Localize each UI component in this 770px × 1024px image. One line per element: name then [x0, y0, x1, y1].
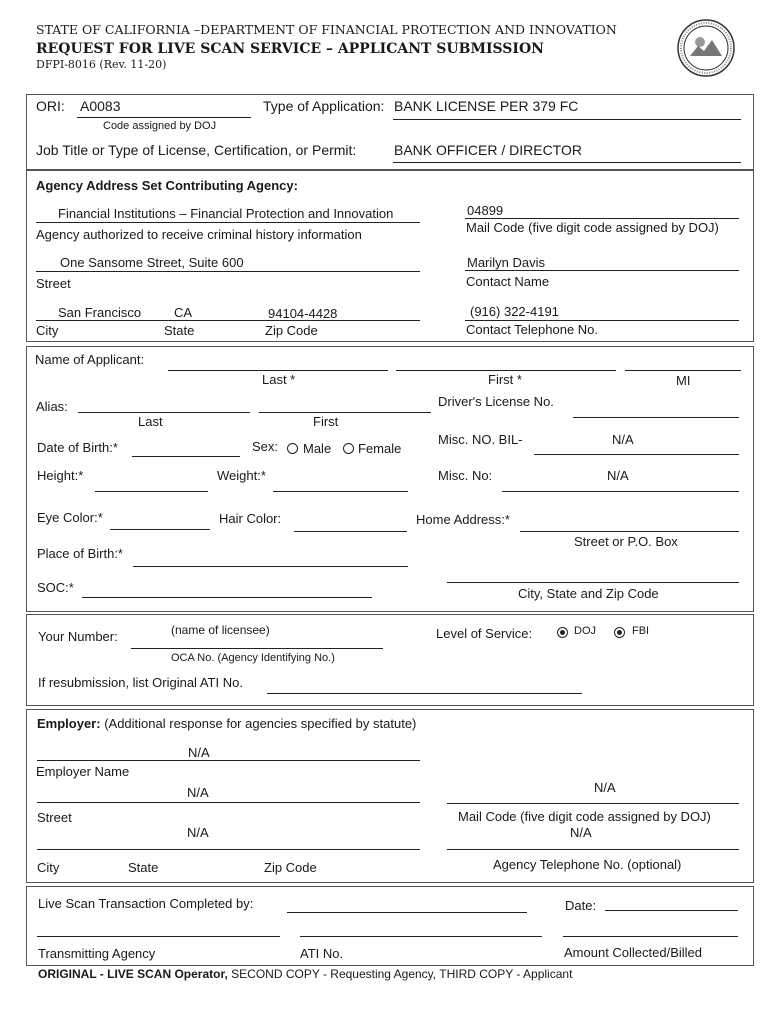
employer-phone-caption: Agency Telephone No. (optional)	[493, 857, 682, 872]
transmitting-agency-caption: Transmitting Agency	[38, 946, 156, 961]
employer-street-caption: Street	[37, 810, 72, 825]
agency-street-caption: Street	[36, 276, 71, 291]
employer-heading	[37, 717, 416, 730]
female-label: Female	[358, 441, 402, 456]
employer-street-value[interactable]: N/A	[187, 785, 209, 800]
alias-last-caption: Last	[138, 414, 163, 429]
date-label: Date:	[565, 898, 597, 913]
state-seal-icon	[676, 18, 736, 78]
alias-last-field[interactable]	[78, 412, 250, 413]
agency-street-value[interactable]: One Sansome Street, Suite 600	[60, 255, 244, 270]
first-name-field[interactable]	[396, 370, 616, 371]
contact-phone-line	[465, 320, 739, 321]
soc-field[interactable]	[82, 597, 372, 598]
ori-caption: Code assigned by DOJ	[103, 120, 217, 132]
agency-csz-line	[36, 320, 420, 321]
zip-caption: Zip Code	[265, 323, 318, 338]
agency-zip-value[interactable]: 94104-4428	[268, 306, 338, 321]
dob-field[interactable]	[132, 456, 240, 457]
state-caption: State	[164, 323, 195, 338]
home-street-field[interactable]	[520, 531, 739, 532]
doj-radio[interactable]	[557, 627, 568, 638]
employer-mail-line	[447, 803, 739, 804]
dob-label: Date of Birth:*	[37, 440, 118, 455]
form-number: DFPI-8016 (Rev. 11-20)	[36, 58, 167, 71]
doj-label: DOJ	[574, 625, 596, 637]
street-pobox-caption: Street or P.O. Box	[574, 534, 678, 549]
male-label: Male	[303, 441, 332, 456]
misc-no-value[interactable]: N/A	[607, 468, 629, 483]
ati-no-field[interactable]	[300, 936, 542, 937]
contact-name-line	[465, 270, 739, 271]
home-csz-field[interactable]	[447, 582, 739, 583]
amount-caption: Amount Collected/Billed	[564, 945, 703, 960]
contact-name-caption: Contact Name	[466, 274, 550, 289]
your-number-label: Your Number:	[38, 629, 118, 644]
applicant-name-label: Name of Applicant:	[35, 352, 145, 367]
employer-zip-caption: Zip Code	[264, 860, 317, 875]
drivers-license-field[interactable]	[573, 417, 739, 418]
amount-field[interactable]	[563, 936, 738, 937]
last-caption: Last *	[262, 372, 296, 387]
last-name-field[interactable]	[168, 370, 388, 371]
misc-no-line	[502, 491, 739, 492]
alias-label: Alias:	[36, 399, 68, 414]
level-service-label: Level of Service:	[436, 626, 533, 641]
completed-by-label: Live Scan Transaction Completed by:	[38, 896, 254, 911]
ori-value[interactable]: A0083	[80, 98, 121, 114]
copy-distribution-note	[38, 968, 572, 980]
place-of-birth-field[interactable]	[133, 566, 408, 567]
agency-heading: STATE OF CALIFORNIA –DEPARTMENT OF FINANCIAL PROTECTION AND INNOVATION	[36, 22, 617, 37]
oca-caption: OCA No. (Agency Identifying No.)	[171, 652, 335, 664]
type-line	[393, 119, 741, 120]
hair-color-label: Hair Color:	[219, 511, 282, 526]
drivers-license-label: Driver's License No.	[438, 394, 554, 409]
misc-bil-value[interactable]: N/A	[612, 432, 634, 447]
mail-code-value[interactable]: 04899	[467, 203, 504, 218]
employer-note: (Additional response for agencies specified by statute)	[104, 716, 417, 731]
completed-by-field[interactable]	[287, 912, 527, 913]
home-address-label: Home Address:*	[416, 512, 510, 527]
first-caption: First *	[488, 372, 522, 387]
employer-csz-line	[37, 849, 420, 850]
agency-city-value[interactable]: San Francisco	[58, 305, 142, 320]
mi-caption: MI	[676, 373, 691, 388]
contact-phone-caption: Contact Telephone No.	[466, 322, 599, 337]
agency-state-value[interactable]: CA	[174, 305, 193, 320]
employer-mail-value[interactable]: N/A	[594, 780, 616, 795]
contact-name-value[interactable]: Marilyn Davis	[467, 255, 546, 270]
eye-color-label: Eye Color:*	[37, 510, 103, 525]
job-value[interactable]: BANK OFFICER / DIRECTOR	[394, 142, 582, 158]
contact-phone-value[interactable]: (916) 322-4191	[470, 304, 559, 319]
employer-phone-value[interactable]: N/A	[570, 825, 592, 840]
weight-field[interactable]	[273, 491, 408, 492]
date-field[interactable]	[605, 910, 738, 911]
employer-city-value[interactable]: N/A	[187, 825, 209, 840]
transmitting-agency-field[interactable]	[37, 936, 280, 937]
misc-bil-label: Misc. NO. BIL-	[438, 432, 523, 447]
agency-caption: Agency authorized to receive criminal history information	[36, 227, 362, 242]
fbi-radio[interactable]	[614, 627, 625, 638]
original-copy-label: ORIGINAL - LIVE SCAN Operator,	[38, 967, 228, 981]
agency-value[interactable]: Financial Institutions – Financial Protection and Innovation	[58, 206, 394, 221]
soc-label: SOC:*	[37, 580, 74, 595]
resubmission-label: If resubmission, list Original ATI No.	[38, 675, 243, 690]
mail-code-line	[465, 218, 739, 219]
job-line	[393, 162, 741, 163]
employer-name-line	[37, 760, 420, 761]
type-value[interactable]: BANK LICENSE PER 379 FC	[394, 98, 579, 114]
licensee-value[interactable]: (name of licensee)	[171, 623, 270, 637]
sex-label: Sex:	[252, 439, 279, 454]
original-ati-field[interactable]	[267, 693, 582, 694]
female-radio[interactable]	[343, 443, 354, 454]
height-label: Height:*	[37, 468, 84, 483]
type-label: Type of Application:	[263, 98, 385, 114]
place-of-birth-label: Place of Birth:*	[37, 546, 123, 561]
hair-color-field[interactable]	[294, 531, 407, 532]
ori-line	[77, 117, 251, 118]
employer-bold-label: Employer:	[37, 716, 101, 731]
section-applicant	[26, 346, 754, 612]
mi-field[interactable]	[625, 370, 741, 371]
employer-name-caption: Employer Name	[36, 764, 130, 779]
ori-label: ORI:	[36, 98, 65, 114]
employer-name-value[interactable]: N/A	[188, 745, 210, 760]
agency-heading-label: Agency Address Set Contributing Agency:	[36, 178, 298, 193]
employer-city-caption: City	[37, 860, 60, 875]
ati-no-caption: ATI No.	[300, 946, 344, 961]
employer-mail-caption: Mail Code (five digit code assigned by DOJ)	[458, 809, 711, 824]
misc-bil-line	[534, 454, 739, 455]
agency-line	[36, 222, 420, 223]
employer-phone-line	[447, 849, 739, 850]
misc-no-label: Misc. No:	[438, 468, 493, 483]
male-radio[interactable]	[287, 443, 298, 454]
employer-street-line	[37, 802, 420, 803]
alias-first-field[interactable]	[259, 412, 431, 413]
height-field[interactable]	[95, 491, 208, 492]
weight-label: Weight:*	[217, 468, 266, 483]
form-title: REQUEST FOR LIVE SCAN SERVICE – APPLICANT SUBMISSION	[36, 41, 544, 57]
your-number-field[interactable]	[131, 648, 383, 649]
mail-code-caption: Mail Code (five digit code assigned by DOJ)	[466, 220, 719, 235]
job-label: Job Title or Type of License, Certification, or Permit:	[36, 142, 357, 158]
section-application	[26, 94, 754, 170]
fbi-label: FBI	[632, 625, 650, 637]
csz-caption: City, State and Zip Code	[518, 586, 659, 601]
eye-color-field[interactable]	[110, 529, 210, 530]
other-copies-label: SECOND COPY - Requesting Agency, THIRD COPY - Applicant	[227, 967, 573, 981]
alias-first-caption: First	[313, 414, 339, 429]
employer-state-caption: State	[128, 860, 159, 875]
agency-street-line	[36, 271, 420, 272]
city-caption: City	[36, 323, 59, 338]
